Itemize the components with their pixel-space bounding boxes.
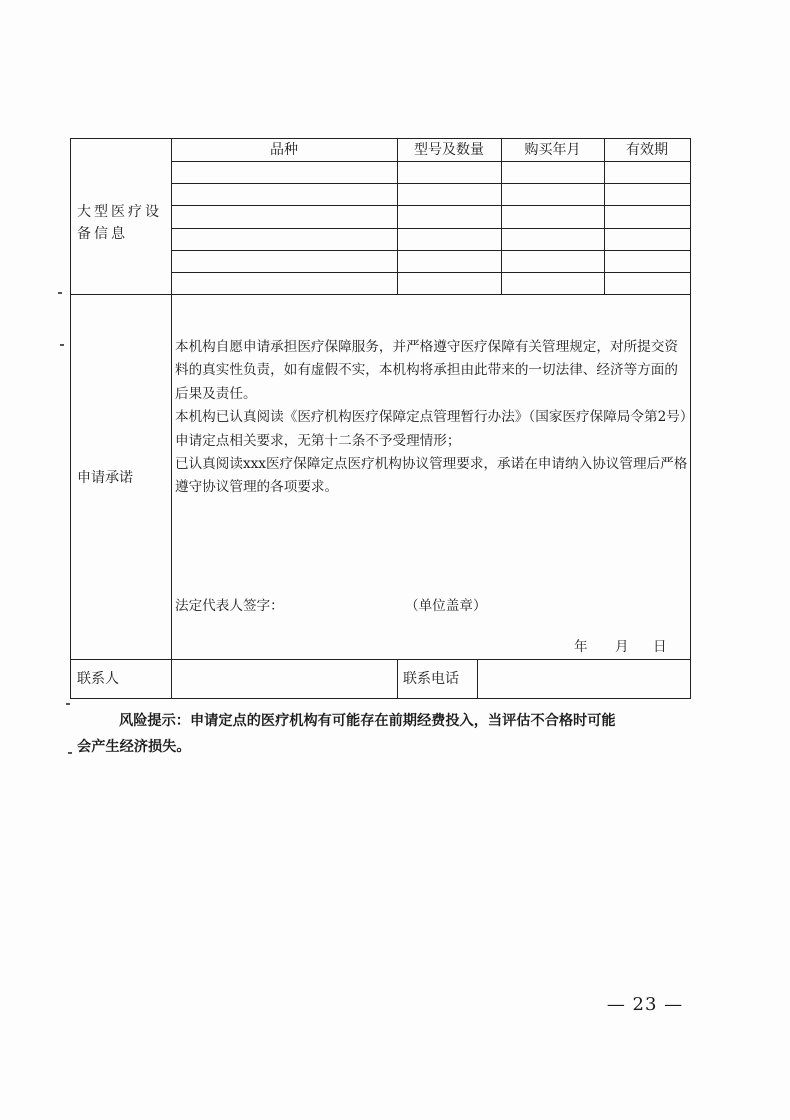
page-number: — 23 — xyxy=(606,994,684,1015)
scan-mark-1 xyxy=(58,292,62,294)
commitment-paragraph-3: 已认真阅读xxx医疗保障定点医疗机构协议管理要求，承诺在申请纳入协议管理后严格遵守协议管理的各项要求。 xyxy=(175,456,688,496)
signature-label: 法定代表人签字： xyxy=(175,598,284,614)
scan-mark-2 xyxy=(60,344,64,346)
header-variety: 品种 xyxy=(270,142,298,158)
header-purchase-date: 购买年月 xyxy=(524,142,581,158)
contact-col-divider-2 xyxy=(477,659,478,698)
application-form-table xyxy=(70,138,691,699)
risk-notice-line-2: 会产生经济损失。 xyxy=(77,739,191,755)
equipment-section-label xyxy=(77,201,169,245)
commitment-section-label: 申请承诺 xyxy=(77,470,133,486)
scan-mark-4 xyxy=(68,752,72,754)
commitment-paragraph-2: 本机构已认真阅读《医疗机构医疗保障定点管理暂行办法》（国家医疗保障局令第2号）申请定点相关要求，无第十二条不予受理情形； xyxy=(175,409,687,449)
contact-col-divider-1 xyxy=(397,659,398,698)
commitment-body xyxy=(175,336,691,500)
header-model-quantity: 型号及数量 xyxy=(414,142,484,158)
equipment-col-divider-1 xyxy=(397,139,398,294)
commitment-section-bottom-line xyxy=(71,659,690,660)
seal-label: （单位盖章） xyxy=(405,598,487,614)
risk-notice xyxy=(77,708,697,760)
equipment-section-label-text: 大型医疗设备信息 xyxy=(77,204,162,242)
date-day: 日 xyxy=(653,639,667,655)
equipment-row-line-4 xyxy=(171,250,690,251)
scan-mark-3 xyxy=(66,703,70,705)
contact-person-label: 联系人 xyxy=(77,671,119,687)
equipment-row-line-1 xyxy=(171,183,690,184)
label-column-divider xyxy=(171,139,172,698)
equipment-row-line-2 xyxy=(171,205,690,206)
commitment-paragraph-1: 本机构自愿申请承担医疗保障服务，并严格遵守医疗保障有关管理规定，对所提交资料的真实性负责，如有虚假不实，本机构将承担由此带来的一切法律、经济等方面的后果及责任。 xyxy=(175,339,678,402)
equipment-row-line-5 xyxy=(171,272,690,273)
date-month: 月 xyxy=(615,639,629,655)
equipment-section-bottom-line xyxy=(71,294,690,295)
risk-notice-line-1: 风险提示：申请定点的医疗机构有可能存在前期经费投入，当评估不合格时可能 xyxy=(119,713,616,729)
equipment-row-line-3 xyxy=(171,228,690,229)
header-validity: 有效期 xyxy=(626,142,668,158)
equipment-col-divider-2 xyxy=(501,139,502,294)
equipment-col-divider-3 xyxy=(604,139,605,294)
contact-phone-label: 联系电话 xyxy=(403,671,459,687)
equipment-header-line xyxy=(171,161,690,162)
date-year: 年 xyxy=(574,639,588,655)
